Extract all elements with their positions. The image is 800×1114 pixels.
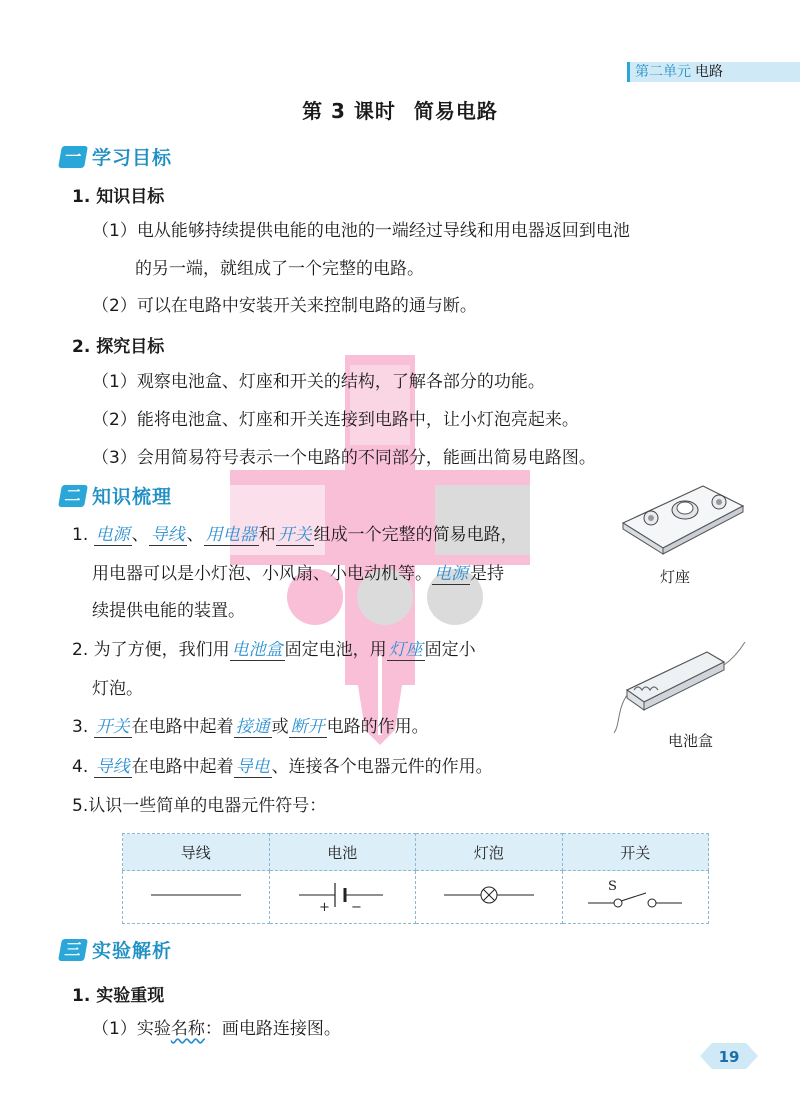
battery-minus-sign: − bbox=[351, 900, 363, 915]
answer-blank: 电池盒 bbox=[231, 640, 283, 660]
answer-blank: 用电器 bbox=[205, 525, 257, 545]
knowledge-point-2-line2: 灯泡。 bbox=[92, 679, 143, 699]
table-header-cell: 导线 bbox=[123, 834, 270, 871]
section-heading-knowledge bbox=[60, 482, 172, 508]
bulb-symbol bbox=[434, 875, 544, 915]
section-badge: 二 bbox=[58, 485, 88, 507]
knowledge-point-1: 1. 电源 、 导线 、 用电器 和 开关 组成一个完整的简易电路， bbox=[72, 525, 518, 545]
figure-caption-battery-box: 电池盒 bbox=[668, 732, 714, 750]
goal-item-continuation: 的另一端，就组成了一个完整的电路。 bbox=[135, 259, 424, 279]
section-title: 知识梳理 bbox=[92, 486, 173, 508]
battery-symbol-cell bbox=[269, 871, 416, 924]
answer-blank: 开关 bbox=[277, 525, 312, 545]
section-heading-goals bbox=[60, 143, 172, 169]
section-heading-experiment bbox=[60, 936, 172, 962]
answer-blank: 接通 bbox=[235, 717, 270, 737]
table-header-cell: 开关 bbox=[562, 834, 709, 871]
subheading-knowledge-goals: 1. 知识目标 bbox=[72, 187, 165, 207]
goal-item: （1）电从能够持续提供电能的电池的一端经过导线和用电器返回到电池 bbox=[92, 221, 630, 241]
battery-plus-sign: + bbox=[319, 900, 331, 915]
experiment-item: （1）实验名称：画电路连接图。 bbox=[92, 1019, 341, 1039]
table-header-cell: 电池 bbox=[269, 834, 416, 871]
knowledge-point-3: 3. 开关 在电路中起着 接通 或 断开 电路的作用。 bbox=[72, 717, 429, 737]
subheading-experiment-replay: 1. 实验重现 bbox=[72, 986, 165, 1006]
section-title: 学习目标 bbox=[92, 147, 173, 169]
wavy-emphasis: 名称 bbox=[170, 1019, 205, 1039]
answer-blank: 电源 bbox=[434, 564, 468, 584]
goal-item: （2）可以在电路中安装开关来控制电路的通与断。 bbox=[92, 296, 477, 316]
goal-item: （2）能将电池盒、灯座和开关连接到电路中，让小灯泡亮起来。 bbox=[92, 410, 579, 430]
switch-label: S bbox=[608, 879, 618, 894]
symbol-table bbox=[122, 833, 709, 924]
figure-caption-lamp-holder: 灯座 bbox=[660, 568, 691, 586]
lesson-number: 第 3 课时 bbox=[302, 99, 396, 123]
switch-symbol bbox=[580, 873, 690, 917]
answer-blank: 导电 bbox=[235, 757, 270, 777]
knowledge-point-1-line2: 用电器可以是小灯泡、小风扇、小电动机等。 电源 是持 bbox=[92, 564, 504, 584]
goal-item: （1）观察电池盒、灯座和开关的结构，了解各部分的功能。 bbox=[92, 372, 545, 392]
section-badge: 三 bbox=[58, 939, 88, 961]
section-title: 实验解析 bbox=[92, 940, 173, 962]
table-row bbox=[123, 871, 709, 924]
unit-header bbox=[627, 62, 800, 82]
table-header-cell: 灯泡 bbox=[416, 834, 563, 871]
knowledge-point-5: 5.认识一些简单的电器元件符号： bbox=[72, 796, 327, 816]
lesson-name: 简易电路 bbox=[413, 99, 498, 123]
unit-label: 第二单元 bbox=[635, 64, 691, 80]
knowledge-point-1-line3: 续提供电能的装置。 bbox=[92, 601, 245, 621]
battery-box-illustration bbox=[612, 640, 747, 735]
answer-blank: 灯座 bbox=[388, 640, 423, 660]
knowledge-point-2: 2. 为了方便，我们用 电池盒 固定电池，用 灯座 固定小 bbox=[72, 640, 476, 660]
answer-blank: 导线 bbox=[150, 525, 185, 545]
knowledge-point-4: 4. 导线 在电路中起着 导电 、连接各个电器元件的作用。 bbox=[72, 757, 493, 777]
bulb-symbol-cell bbox=[416, 871, 563, 924]
table-header-row bbox=[123, 834, 709, 871]
wire-symbol bbox=[141, 875, 251, 915]
goal-item: （3）会用简易符号表示一个电路的不同部分，能画出简易电路图。 bbox=[92, 448, 596, 468]
unit-topic: 电路 bbox=[695, 64, 723, 80]
page-title bbox=[0, 95, 800, 124]
battery-symbol bbox=[287, 875, 397, 915]
answer-blank: 电源 bbox=[95, 525, 130, 545]
subheading-explore-goals: 2. 探究目标 bbox=[72, 337, 165, 357]
page-number: 19 bbox=[718, 1048, 740, 1066]
answer-blank: 导线 bbox=[95, 757, 130, 777]
section-badge: 一 bbox=[58, 146, 88, 168]
switch-symbol-cell bbox=[562, 871, 709, 924]
lamp-holder-illustration bbox=[618, 478, 748, 558]
answer-blank: 断开 bbox=[290, 717, 325, 737]
page-number-badge bbox=[700, 1043, 758, 1069]
wire-symbol-cell bbox=[123, 871, 270, 924]
answer-blank: 开关 bbox=[95, 717, 130, 737]
